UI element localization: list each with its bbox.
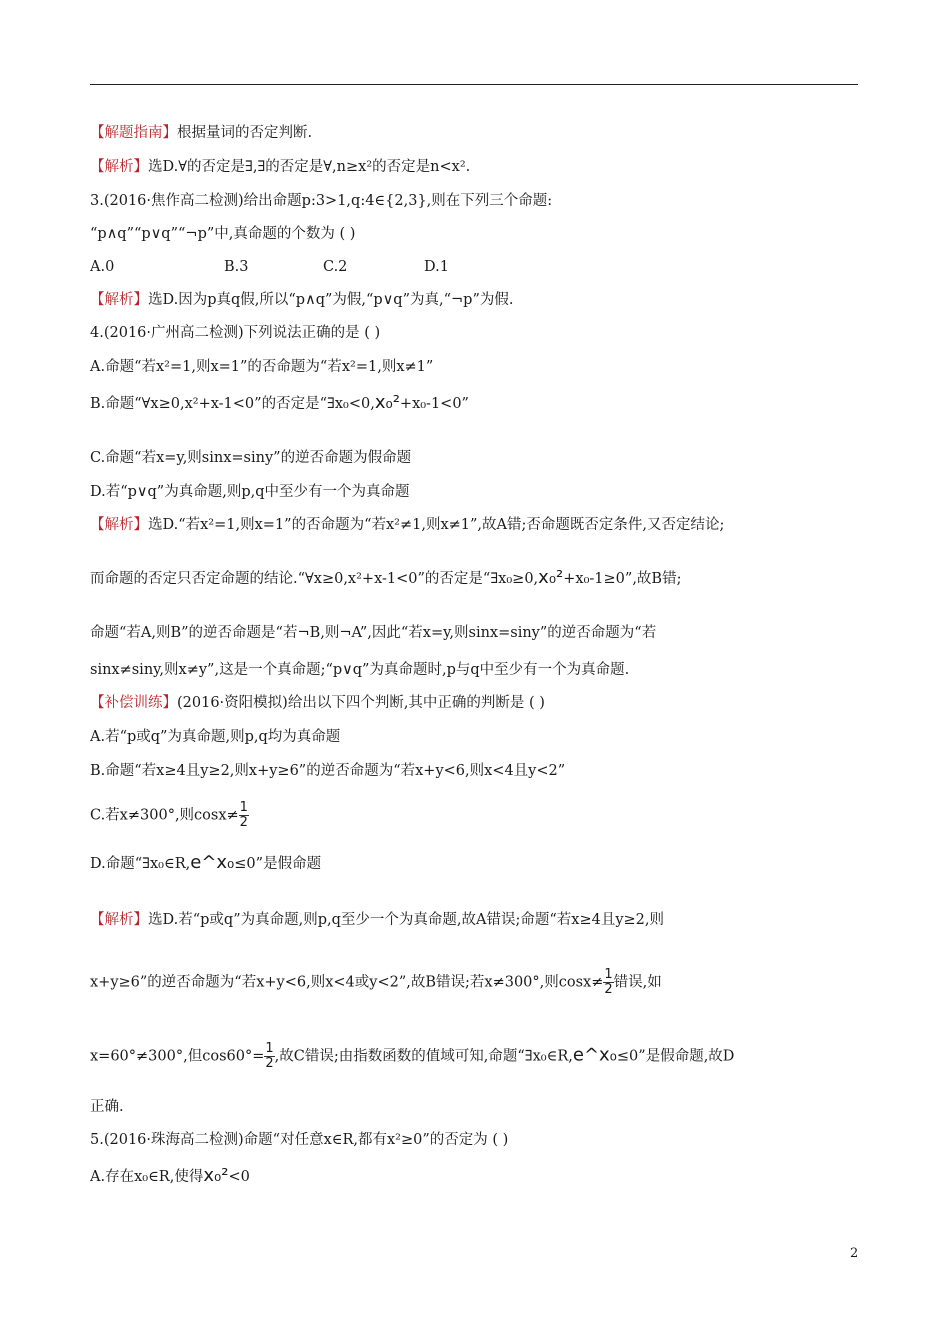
line-text: C.若x≠300°,则cosx≠ bbox=[90, 807, 239, 824]
section-tag: 【解析】 bbox=[90, 159, 148, 175]
line-text: x+y≥6”的逆否命题为“若x+y<6,则x<4或y<2”,故B错误;若x≠300°,则cosx≠ bbox=[90, 974, 604, 991]
option-b bbox=[90, 393, 469, 414]
fraction-numerator: 1 bbox=[239, 800, 248, 815]
option-d bbox=[90, 853, 321, 874]
line-text: 选D.“若x²=1,则x=1”的否命题为“若x²≠1,则x≠1”,故A错;否命题既否定条件,又否定结论; bbox=[148, 517, 725, 533]
fraction bbox=[603, 968, 613, 997]
text-line bbox=[90, 290, 513, 310]
text-line bbox=[90, 968, 662, 997]
fraction bbox=[239, 801, 249, 830]
math-expression: x₀² bbox=[374, 392, 400, 413]
fraction-denominator: 2 bbox=[239, 815, 248, 830]
option-b: B.命题“若x≥4且y≥2,则x+y≥6”的逆否命题为“若x+y<6,则x<4且y<2” bbox=[90, 763, 566, 779]
option-d: D.1 bbox=[424, 259, 449, 275]
line-text: <0 bbox=[228, 1169, 250, 1185]
line-text: x=60°≠300°,但cos60°= bbox=[90, 1048, 265, 1065]
math-expression: x₀² bbox=[203, 1165, 229, 1186]
fraction-numerator: 1 bbox=[265, 1041, 274, 1056]
option-a: A.0 bbox=[90, 259, 115, 275]
line-text: 错误,如 bbox=[613, 974, 662, 991]
line-text: D.命题“∃x₀∈R, bbox=[90, 856, 191, 872]
fraction-denominator: 2 bbox=[265, 1056, 274, 1071]
line-text: 选D.若“p或q”为真命题,则p,q至少一个为真命题,故A错误;命题“若x≥4且y≥2,则 bbox=[148, 912, 664, 928]
question-3: 3.(2016·焦作高二检测)给出命题p:3>1,q:4∈{2,3},则在下列三个命题: bbox=[90, 193, 553, 209]
text-line: sinx≠siny,则x≠y”,这是一个真命题;“p∨q”为真命题时,p与q中至少有一个为真命题. bbox=[90, 662, 630, 678]
section-tag: 【解析】 bbox=[90, 517, 148, 533]
text-line bbox=[90, 568, 681, 589]
line-text: 而命题的否定只否定命题的结论.“∀x≥0,x²+x-1<0”的否定是“∃x₀≥0, bbox=[90, 571, 539, 587]
line-text: 根据量词的否定判断. bbox=[177, 125, 313, 141]
line-text: ≤0”是假命题 bbox=[234, 856, 322, 872]
math-expression: x₀² bbox=[538, 567, 564, 588]
line-text: +x₀-1≥0”,故B错; bbox=[563, 571, 682, 587]
math-expression: e^x₀ bbox=[190, 852, 235, 873]
line-text: ≤0”是假命题,故D bbox=[616, 1048, 735, 1065]
text-line: “p∧q”“p∨q”“¬p”中,真命题的个数为 ( ) bbox=[90, 226, 356, 242]
fraction bbox=[264, 1042, 274, 1071]
line-text: A.存在x₀∈R,使得 bbox=[90, 1169, 204, 1185]
math-expression: e^x₀ bbox=[572, 1044, 617, 1066]
fraction-numerator: 1 bbox=[604, 967, 613, 982]
section-tag: 【解析】 bbox=[90, 292, 148, 308]
question-4: 4.(2016·广州高二检测)下列说法正确的是 ( ) bbox=[90, 325, 381, 341]
option-a: A.命题“若x²=1,则x=1”的否命题为“若x²=1,则x≠1” bbox=[90, 359, 434, 375]
text-line bbox=[90, 515, 724, 535]
text-line: 命题“若A,则B”的逆否命题是“若¬B,则¬A”,因此“若x=y,则sinx=siny”的逆否命题为“若 bbox=[90, 625, 657, 641]
header-rule bbox=[90, 84, 858, 85]
option-c: C.2 bbox=[323, 259, 348, 275]
question-5: 5.(2016·珠海高二检测)命题“对任意x∈R,都有x²≥0”的否定为 ( ) bbox=[90, 1132, 509, 1148]
line-text: +x₀-1<0” bbox=[399, 396, 469, 412]
option-a bbox=[90, 1166, 250, 1187]
text-line bbox=[90, 157, 470, 177]
option-a: A.若“p或q”为真命题,则p,q均为真命题 bbox=[90, 729, 341, 745]
section-tag: 【补偿训练】 bbox=[90, 695, 177, 711]
option-c: C.命题“若x=y,则sinx=siny”的逆否命题为假命题 bbox=[90, 450, 412, 466]
fraction-denominator: 2 bbox=[604, 982, 613, 997]
line-text: (2016·资阳模拟)给出以下四个判断,其中正确的判断是 ( ) bbox=[177, 695, 545, 711]
page-number: 2 bbox=[850, 1246, 859, 1261]
text-line bbox=[90, 693, 545, 713]
line-text: B.命题“∀x≥0,x²+x-1<0”的否定是“∃x₀<0, bbox=[90, 396, 375, 412]
line-text: ,故C错误;由指数函数的值域可知,命题“∃x₀∈R, bbox=[274, 1048, 573, 1065]
text-line bbox=[90, 1042, 734, 1071]
line-text: 选D.∀的否定是∃,∃的否定是∀,n≥x²的否定是n<x². bbox=[148, 159, 471, 175]
section-tag: 【解析】 bbox=[90, 912, 148, 928]
text-line bbox=[90, 123, 312, 143]
option-d: D.若“p∨q”为真命题,则p,q中至少有一个为真命题 bbox=[90, 484, 410, 500]
line-text: 选D.因为p真q假,所以“p∧q”为假,“p∨q”为真,“¬p”为假. bbox=[148, 292, 514, 308]
section-tag: 【解题指南】 bbox=[90, 125, 177, 141]
text-line: 正确. bbox=[90, 1099, 124, 1115]
option-c bbox=[90, 801, 249, 830]
option-b: B.3 bbox=[224, 259, 249, 275]
text-line bbox=[90, 910, 664, 930]
